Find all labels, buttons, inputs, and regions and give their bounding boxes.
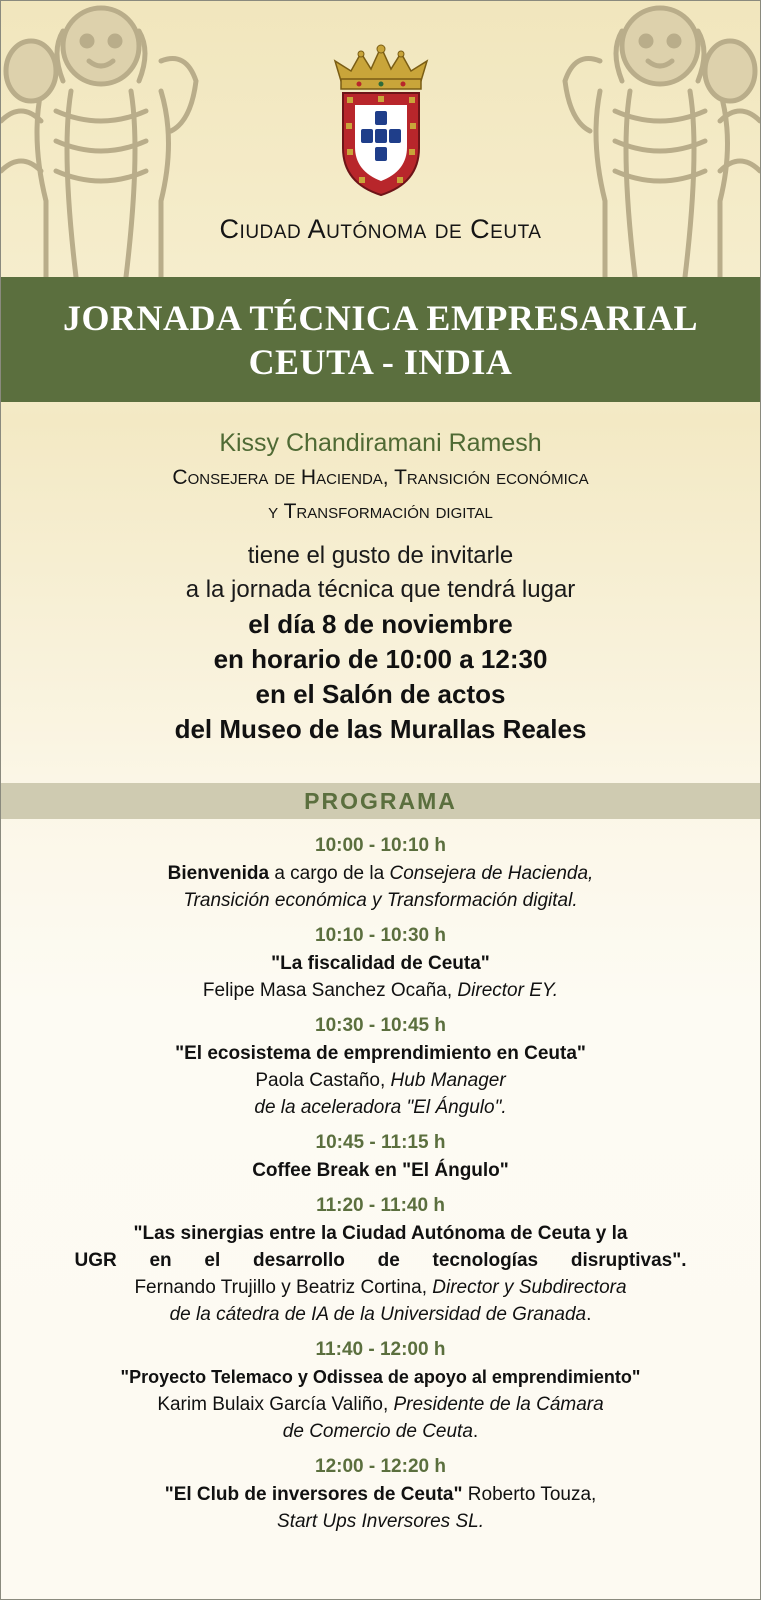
- program-speaker: Paola Castaño,: [255, 1070, 391, 1091]
- program-band: [1, 783, 760, 819]
- program-speaker: Roberto Touza,: [462, 1484, 597, 1505]
- program-title-text: Coffee Break en "El Ángulo": [252, 1160, 509, 1181]
- invitation-text: [1, 425, 760, 747]
- program-speaker: Karim Bulaix García Valiño,: [157, 1394, 394, 1415]
- program-title-text: "El ecosistema de emprendimiento en Ceuta": [175, 1043, 586, 1064]
- program-time: 10:00 - 10:10 h: [315, 835, 446, 856]
- host-role-line1: Consejera de Hacienda, Transición económica: [172, 466, 589, 489]
- program-time: 10:45 - 11:15 h: [315, 1132, 446, 1153]
- program-item: [1, 1191, 760, 1328]
- program-role: Director y Subdirectora: [432, 1277, 627, 1298]
- program-time: 11:40 - 12:00 h: [315, 1339, 446, 1360]
- program-title-text: "Proyecto Telemaco y Odissea de apoyo al emprendimiento": [120, 1367, 641, 1387]
- program-title-text: "La fiscalidad de Ceuta": [271, 953, 490, 974]
- program-title: PROGRAMA: [304, 788, 457, 814]
- event-title-band: [1, 277, 760, 402]
- program-role: Hub Manager: [390, 1070, 506, 1091]
- host-role-line2: y Transformación digital: [268, 500, 493, 523]
- program-time: 11:20 - 11:40 h: [316, 1195, 445, 1216]
- program-role: de la cátedra de IA de la Universidad de Granada: [169, 1304, 587, 1325]
- program-role: Start Ups Inversores SL.: [277, 1511, 484, 1532]
- program-time: 10:30 - 10:45 h: [315, 1015, 446, 1036]
- event-title-line2: CEUTA - INDIA: [248, 342, 513, 382]
- program-item: [1, 1335, 760, 1445]
- event-place-line2: del Museo de las Murallas Reales: [174, 714, 587, 744]
- program-text: .: [586, 1304, 592, 1325]
- program-list: [1, 831, 760, 1542]
- program-title-text: UGR en el desarrollo de tecnologías disruptivas".: [74, 1250, 687, 1271]
- event-time: en horario de 10:00 a 12:30: [213, 644, 548, 674]
- program-role: Director EY.: [457, 980, 559, 1001]
- program-speaker: Fernando Trujillo y Beatriz Cortina,: [134, 1277, 433, 1298]
- program-role: de la aceleradora "El Ángulo".: [254, 1097, 507, 1118]
- program-time: 12:00 - 12:20 h: [315, 1456, 446, 1477]
- program-speaker: Felipe Masa Sanchez Ocaña,: [202, 980, 458, 1001]
- program-item: [1, 1011, 760, 1121]
- program-time: 10:10 - 10:30 h: [315, 925, 446, 946]
- program-item: [1, 1452, 760, 1535]
- program-title-text: "Las sinergias entre la Ciudad Autónoma de Ceuta y la: [133, 1223, 628, 1244]
- program-role: Consejera de Hacienda,: [389, 863, 594, 884]
- program-text: .: [472, 1421, 479, 1442]
- program-role: Presidente de la Cámara: [393, 1394, 604, 1415]
- event-place-line1: en el Salón de actos: [255, 679, 506, 709]
- coat-of-arms-icon: [329, 43, 433, 197]
- program-item: [1, 1128, 760, 1184]
- program-title-text: Bienvenida: [167, 863, 270, 884]
- invite-text-line1: tiene el gusto de invitarle: [247, 542, 514, 569]
- city-name: Ciudad Autónoma de Ceuta: [219, 214, 542, 244]
- event-title-line1: JORNADA TÉCNICA EMPRESARIAL: [63, 298, 698, 338]
- event-date: el día 8 de noviembre: [248, 609, 513, 639]
- program-text: a cargo de la: [269, 863, 390, 884]
- header: [1, 1, 760, 277]
- program-item: [1, 831, 760, 914]
- invite-text-line2: a la jornada técnica que tendrá lugar: [185, 576, 576, 603]
- program-item: [1, 921, 760, 1004]
- program-role: de Comercio de Ceuta: [282, 1421, 473, 1442]
- host-name: Kissy Chandiramani Ramesh: [219, 429, 542, 457]
- program-title-text: "El Club de inversores de Ceuta": [164, 1484, 463, 1505]
- program-role: Transición económica y Transformación digital.: [183, 890, 578, 911]
